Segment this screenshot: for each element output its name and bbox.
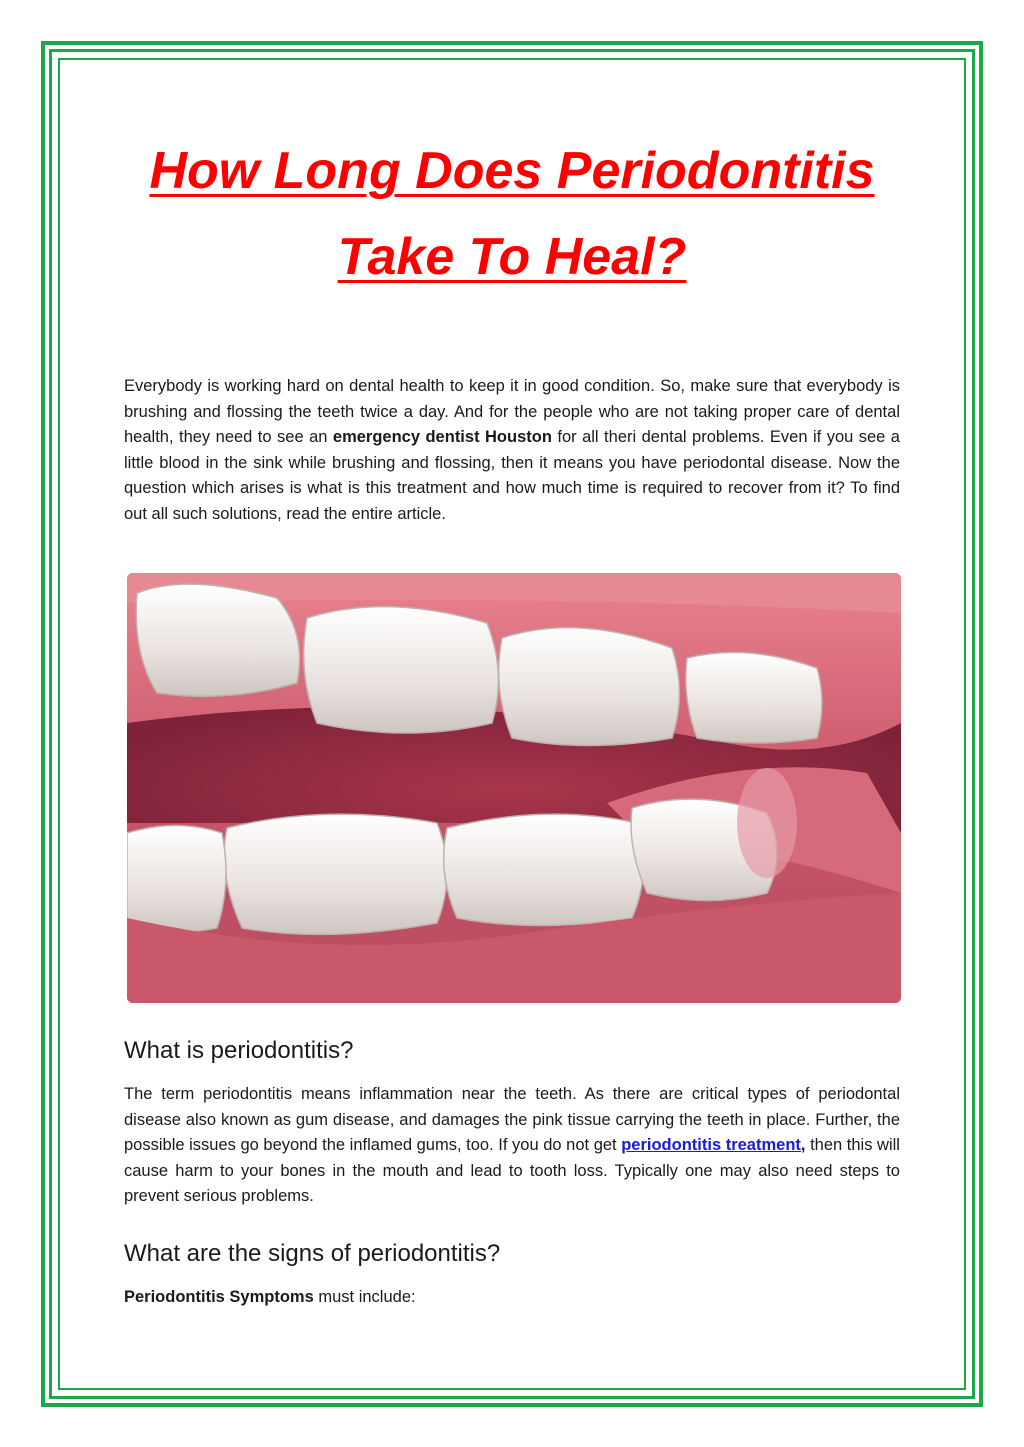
symptoms-bold: Periodontitis Symptoms (124, 1288, 314, 1306)
symptoms-rest: must include: (313, 1288, 416, 1306)
intro-bold-term: emergency dentist Houston (332, 428, 552, 446)
section1-comma: , (800, 1136, 806, 1154)
intro-text-2: for all theri dental problems. Even if you see a little blood in the sink while brushing and flossing, then it means you have periodontal disease. Now the question which arises is what is this treatment and how much time is required to recover from it? To find out all such solutions, read the entire article. (124, 428, 900, 523)
periodontitis-treatment-link[interactable]: periodontitis treatment (621, 1136, 801, 1154)
symptoms-line (124, 1288, 416, 1307)
page-title: How Long Does Periodontitis Take To Heal? (149, 142, 875, 286)
intro-paragraph (124, 374, 900, 527)
section-heading-what-is: What is periodontitis? (124, 1037, 354, 1064)
section1-paragraph (124, 1082, 900, 1210)
section1-text-1: The term periodontitis means inflammation near the teeth. As there are critical types of periodontal disease also known as gum disease, and damages the pink tissue carrying the teeth in place. Further, the possible issues go beyond the inflamed gums, too. If you do not get (124, 1085, 900, 1154)
section1-text-2: then this will cause harm to your bones in the mouth and lead to tooth loss. Typically one may also need steps to prevent serious problems. (124, 1136, 900, 1205)
teeth-illustration-icon (127, 573, 901, 1003)
teeth-illustration (127, 573, 901, 1003)
intro-text-1: Everybody is working hard on dental health to keep it in good condition. So, make sure that everybody is brushing and flossing the teeth twice a day. And for the people who are not taking proper care of dental health, they need to see an (124, 377, 900, 446)
section-heading-signs: What are the signs of periodontitis? (124, 1240, 501, 1267)
